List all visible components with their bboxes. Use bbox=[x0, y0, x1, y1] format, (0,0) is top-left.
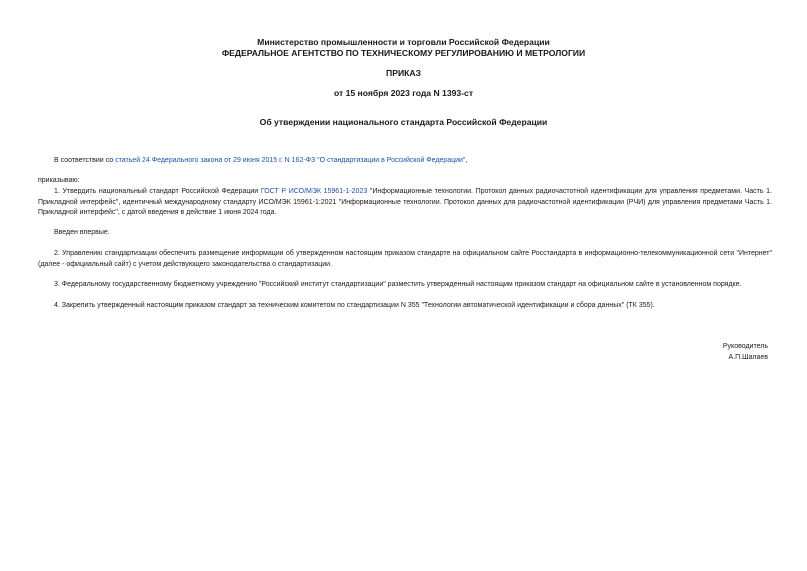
item-1-prefix: 1. Утвердить национальный стандарт Российской Федерации bbox=[54, 188, 261, 195]
signatory-title: Руководитель bbox=[722, 343, 768, 350]
item-3-paragraph: 3. Федеральному государственному бюджетному учреждению "Российский институт стандартизации" разместить утвержденный настоящим приказом стандарт на официальном сайте в установленном порядке. bbox=[54, 281, 742, 288]
order-word: приказываю: bbox=[38, 177, 80, 184]
basis-paragraph bbox=[38, 156, 772, 167]
signatory-name: А.П.Шалаев bbox=[728, 354, 768, 361]
item-1-suffix: "Информационные технологии. Протокол данных радиочастотной идентификации для управления предметами. Часть 1. Прикладной интерфейс", идентичный международному стандарту ИСО/МЭК 15961-1:2021 "Информационные технологии. Протокол данных для радиочастотной идентификации (РЧИ) для управления предметами Часть 1. Прикладной интерфейс", с датой введения в действие 1 июня 2024 года. bbox=[38, 188, 772, 216]
date-number-heading: от 15 ноября 2023 года N 1393-ст bbox=[333, 88, 474, 98]
document-type-heading: ПРИКАЗ bbox=[386, 68, 421, 78]
standard-link[interactable]: ГОСТ Р ИСО/МЭК 15961-1-2023 bbox=[260, 188, 368, 195]
item-1-paragraph bbox=[38, 187, 772, 219]
item-2-paragraph: 2. Управлению стандартизации обеспечить размещение информации об утвержденном настоящим приказом стандарте на официальном сайте Росстандарта в информационно-телекоммуникационной сети "Интернет" (далее - официальный сайт) с учетом действующего законодательства о стандартизации. bbox=[38, 250, 772, 268]
agency-heading: ФЕДЕРАЛЬНОЕ АГЕНТСТВО ПО ТЕХНИЧЕСКОМУ РЕГУЛИРОВАНИЮ И МЕТРОЛОГИИ bbox=[221, 48, 586, 58]
first-time-note: Введен впервые. bbox=[54, 229, 110, 236]
federal-law-link[interactable]: статьей 24 Федерального закона от 29 июня 2015 г. N 162-ФЗ "О стандартизации в Российской Федерации" bbox=[115, 157, 466, 164]
subject-heading: Об утверждении национального стандарта Российской Федерации bbox=[259, 117, 548, 127]
basis-suffix: , bbox=[465, 157, 468, 164]
ministry-heading: Министерство промышленности и торговли Российской Федерации bbox=[257, 37, 550, 47]
item-4-paragraph: 4. Закрепить утвержденный настоящим приказом стандарт за техническим комитетом по стандартизации N 355 "Технологии автоматической идентификации и сбора данных" (ТК 355). bbox=[54, 302, 655, 309]
basis-prefix: В соответствии со bbox=[54, 157, 116, 164]
